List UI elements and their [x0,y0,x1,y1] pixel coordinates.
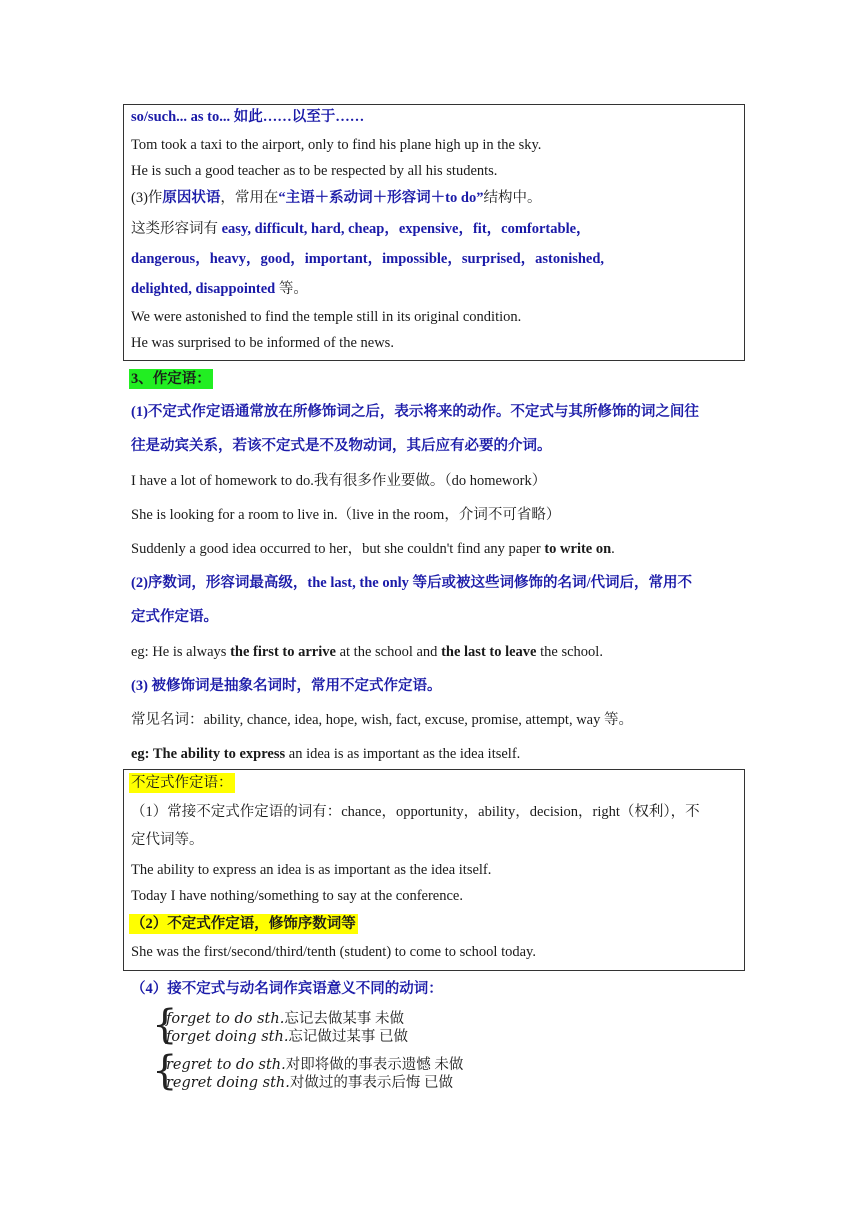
section3-example-4 [131,642,603,662]
section3-example-5: 常见名词：ability, chance, idea, hope, wish, fact, excuse, promise, attempt, way 等。 [131,712,633,728]
section3-example-6-post: an idea is as important as the idea itself. [285,746,521,762]
brace-forget: { [152,1002,178,1048]
section3-example-3-pre: Suddenly a good idea occurred to her，but she couldn't find any paper [131,541,545,557]
box1-line-4-pre: 这类形容词有 [131,221,222,237]
box2-title: 不定式作定语： [131,775,233,791]
box1-line-6 [131,279,308,299]
section3-example-3 [131,539,615,559]
box1-line-3-pre: (3)作 [131,190,163,206]
regret-to-do-phrase: regret to do sth. [166,1057,286,1073]
box2-line-1: （1）常接不定式作定语的词有：chance，opportunity，ability，decision，right（权利），不 [131,804,700,820]
forget-to-do-meaning: 忘记去做某事 未做 [284,1011,404,1027]
forget-doing-line [166,1028,408,1046]
forget-doing-meaning: 忘记做过某事 已做 [288,1029,409,1045]
box2-line-6: She was the first/second/third/tenth (student) to come to school today. [131,944,536,960]
brace-regret: { [152,1048,178,1094]
box1-line-3-bold2: “主语＋系动词＋形容词＋to do” [278,190,484,206]
section3-heading: 3、作定语： [131,371,211,387]
box1-example-2: He is such a good teacher as to be respected by all his students. [131,163,498,179]
regret-doing-line [166,1074,453,1092]
box1-adjectives-2: dangerous，heavy，good，important，impossible，surprised，astonished, [131,251,605,267]
regret-to-do-meaning: 对即将做的事表示遗憾 未做 [285,1057,464,1073]
section3-example-4-post: the school. [536,644,603,660]
box1-line-3 [131,188,541,208]
forget-to-do-line [166,1010,404,1028]
box2-line-3: The ability to express an idea is as important as the idea itself. [131,862,492,878]
forget-to-do-phrase: forget to do sth. [166,1011,285,1027]
box1-example-3: We were astonished to find the temple still in its original condition. [131,309,522,325]
box1-example-1: Tom took a taxi to the airport, only to find his plane high up in the sky. [131,137,542,153]
section3-example-4-bold-2: the last to leave [441,644,537,660]
section3-example-3-post: . [611,541,615,557]
section3-example-2: She is looking for a room to live in.（live in the room，介词不可省略） [131,507,561,523]
section3-example-4-bold-1: the first to arrive [230,644,336,660]
box2-line-4: Today I have nothing/something to say at the conference. [131,888,463,904]
section3-example-3-bold: to write on [544,541,612,557]
box1-example-4: He was surprised to be informed of the news. [131,335,394,351]
section3-rule-2b: 定式作定语。 [131,609,218,625]
box1-line-3-mid: ，常用在 [220,190,279,206]
box1-line-3-bold: 原因状语 [162,190,221,206]
box1-adjectives-3: delighted, disappointed [131,281,276,297]
section3-rule-1b: 往是动宾关系，若该不定式是不及物动词，其后应有必要的介词。 [131,438,552,454]
section3-rule-3: (3) 被修饰词是抽象名词时，常用不定式作定语。 [131,678,442,694]
box1-line-3-post: 结构中。 [483,190,542,206]
section3-example-4-mid: at the school and [335,644,442,660]
section3-example-4-pre: eg: He is always [131,644,231,660]
box2-line-2: 定代词等。 [131,832,204,848]
section3-example-6-bold: eg: The ability to express [131,746,286,762]
forget-doing-phrase: forget doing sth. [166,1029,289,1045]
section3-example-6 [131,744,520,764]
section3-example-1: I have a lot of homework to do.我有很多作业要做。（do homework） [131,473,547,489]
section3-rule-1a: (1)不定式作定语通常放在所修饰词之后，表示将来的动作。不定式与其所修饰的词之间往 [131,404,699,420]
regret-doing-phrase: regret doing sth. [166,1075,290,1091]
box1-title: so/such... as to... 如此……以至于…… [131,109,365,125]
section3-rule-2a: (2)序数词，形容词最高级，the last, the only 等后或被这些词修饰的名词/代词后，常用不 [131,575,693,591]
box1-line-4 [131,219,591,239]
regret-doing-meaning: 对做过的事表示后悔 已做 [289,1075,453,1091]
box2-line-5: （2）不定式作定语，修饰序数词等 [131,916,356,932]
regret-to-do-line [166,1056,463,1074]
box1-adjectives-1: easy, difficult, hard, cheap，expensive，fit，comfortable， [221,221,591,237]
box1-line-6-post: 等。 [275,281,308,297]
section4-heading: （4）接不定式与动名词作宾语意义不同的动词： [131,981,443,997]
